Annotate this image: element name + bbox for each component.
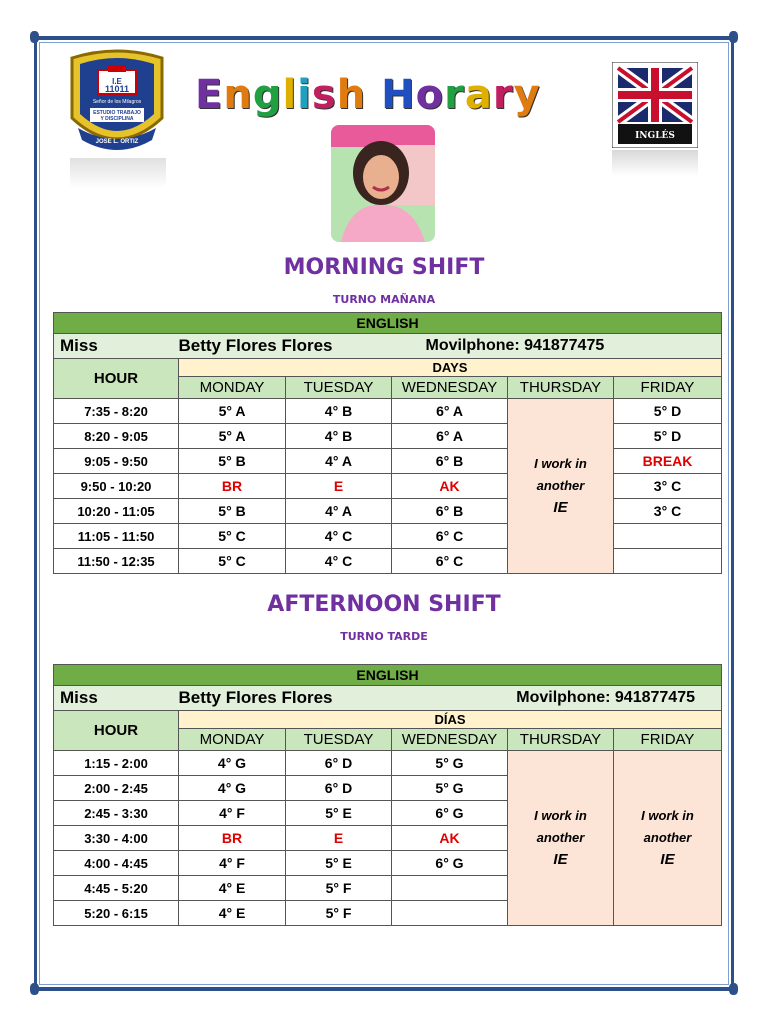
tuesday-cell: 4° B xyxy=(286,424,392,449)
wednesday-cell: 6° G xyxy=(392,801,508,826)
monday-cell: 5° C xyxy=(179,524,286,549)
tuesday-cell: 4° A xyxy=(286,449,392,474)
friday-cell xyxy=(614,549,722,574)
tuesday-cell: 6° D xyxy=(286,751,392,776)
table-row xyxy=(54,524,722,549)
title-letter: h xyxy=(336,72,367,118)
days-header: DAYS xyxy=(179,359,722,377)
thursday-note xyxy=(508,399,614,574)
tuesday-cell: 5° E xyxy=(286,851,392,876)
miss-label: Miss xyxy=(54,686,179,711)
tuesday-cell: 4° B xyxy=(286,399,392,424)
hour-cell: 4:45 - 5:20 xyxy=(54,876,179,901)
day-wednesday: WEDNESDAY xyxy=(392,729,508,751)
wednesday-cell: 6° A xyxy=(392,424,508,449)
break-cell: AK xyxy=(392,474,508,499)
days-header: DÍAS xyxy=(179,711,722,729)
morning-shift-subtitle: TURNO MAÑANA xyxy=(332,293,436,306)
tuesday-cell: 5° F xyxy=(286,901,392,926)
note-line: another xyxy=(536,830,585,845)
monday-cell: 4° G xyxy=(179,776,286,801)
table-row xyxy=(54,474,722,499)
monday-cell: 5° A xyxy=(179,424,286,449)
uk-flag-icon xyxy=(612,62,698,148)
hour-cell: 3:30 - 4:00 xyxy=(54,826,179,851)
day-tuesday: TUESDAY xyxy=(286,377,392,399)
friday-cell: 3° C xyxy=(614,474,722,499)
title-letter: a xyxy=(464,72,493,118)
border-corner-ornament xyxy=(30,31,39,43)
tuesday-cell: 4° C xyxy=(286,549,392,574)
monday-cell: 4° G xyxy=(179,751,286,776)
tuesday-cell: 5° F xyxy=(286,876,392,901)
monday-cell: 5° C xyxy=(179,549,286,574)
hour-cell: 5:20 - 6:15 xyxy=(54,901,179,926)
hour-header: HOUR xyxy=(54,359,179,399)
wednesday-cell: 5° G xyxy=(392,776,508,801)
note-line: I work in xyxy=(641,808,694,823)
teacher-name: Betty Flores Flores xyxy=(179,334,392,359)
day-friday: FRIDAY xyxy=(614,729,722,751)
hour-header: HOUR xyxy=(54,711,179,751)
seal-text-number: 11011 xyxy=(104,84,130,94)
hour-cell: 8:20 - 9:05 xyxy=(54,424,179,449)
table-row xyxy=(54,499,722,524)
subject-header: ENGLISH xyxy=(54,665,722,686)
title-letter: i xyxy=(297,72,312,118)
tuesday-cell: 6° D xyxy=(286,776,392,801)
hour-cell: 11:50 - 12:35 xyxy=(54,549,179,574)
note-line: another xyxy=(536,478,585,493)
hour-cell: 9:05 - 9:50 xyxy=(54,449,179,474)
hour-cell: 1:15 - 2:00 xyxy=(54,751,179,776)
border-corner-ornament xyxy=(729,983,738,995)
day-monday: MONDAY xyxy=(179,729,286,751)
day-tuesday: TUESDAY xyxy=(286,729,392,751)
wednesday-cell: 6° B xyxy=(392,499,508,524)
monday-cell: 4° E xyxy=(179,901,286,926)
table-row xyxy=(54,399,722,424)
day-monday: MONDAY xyxy=(179,377,286,399)
title-letter: n xyxy=(223,72,253,118)
title-letter: r xyxy=(492,72,514,118)
friday-cell: 5° D xyxy=(614,399,722,424)
subject-header: ENGLISH xyxy=(54,313,722,334)
tuesday-cell: 4° A xyxy=(286,499,392,524)
page-title xyxy=(195,72,541,118)
hour-cell: 4:00 - 4:45 xyxy=(54,851,179,876)
monday-cell: 5° A xyxy=(179,399,286,424)
seal-text-name: Señor de los Milagros xyxy=(92,99,142,105)
friday-note xyxy=(614,751,722,926)
friday-cell: 3° C xyxy=(614,499,722,524)
phone-number: Movilphone: 941877475 xyxy=(392,686,722,711)
tuesday-cell: 5° E xyxy=(286,801,392,826)
note-line: another xyxy=(643,830,692,845)
teacher-name: Betty Flores Flores xyxy=(179,686,392,711)
title-letter: o xyxy=(415,72,445,118)
title-letter: r xyxy=(444,72,465,118)
hour-cell: 10:20 - 11:05 xyxy=(54,499,179,524)
flag-caption: INGLÉS xyxy=(635,131,675,141)
afternoon-schedule-table xyxy=(53,664,722,926)
table-row xyxy=(54,751,722,776)
hour-cell: 2:00 - 2:45 xyxy=(54,776,179,801)
hour-cell: 2:45 - 3:30 xyxy=(54,801,179,826)
day-thursday: THURSDAY xyxy=(508,377,614,399)
seal-text-ie: I.E xyxy=(112,77,122,86)
monday-cell: 4° F xyxy=(179,851,286,876)
hour-cell: 9:50 - 10:20 xyxy=(54,474,179,499)
thursday-note xyxy=(508,751,614,926)
note-line: IE xyxy=(553,851,568,868)
day-thursday: THURSDAY xyxy=(508,729,614,751)
wednesday-cell: 6° G xyxy=(392,851,508,876)
note-line: IE xyxy=(660,851,675,868)
seal-text-founder: JOSE L. ORTIZ xyxy=(95,139,139,145)
break-cell: E xyxy=(286,826,392,851)
afternoon-shift-subtitle: TURNO TARDE xyxy=(340,630,428,643)
monday-cell: 5° B xyxy=(179,499,286,524)
flag-reflection xyxy=(612,150,698,176)
note-line: I work in xyxy=(534,456,587,471)
day-wednesday: WEDNESDAY xyxy=(392,377,508,399)
wednesday-cell xyxy=(392,876,508,901)
morning-schedule-table xyxy=(53,312,722,574)
wednesday-cell xyxy=(392,901,508,926)
seal-text-motto2: Y DISCIPLINA xyxy=(100,116,134,122)
break-cell: E xyxy=(286,474,392,499)
school-seal-logo xyxy=(68,48,166,158)
break-cell: BR xyxy=(179,826,286,851)
hour-cell: 11:05 - 11:50 xyxy=(54,524,179,549)
table-row xyxy=(54,424,722,449)
title-letter xyxy=(366,72,381,118)
friday-cell: 5° D xyxy=(614,424,722,449)
title-letter: E xyxy=(195,72,224,118)
friday-cell xyxy=(614,524,722,549)
teacher-photo xyxy=(331,125,435,242)
friday-break-cell: BREAK xyxy=(614,449,722,474)
seal-reflection xyxy=(70,158,166,188)
phone-number: Movilphone: 941877475 xyxy=(392,334,722,359)
wednesday-cell: 6° B xyxy=(392,449,508,474)
morning-shift-title: MORNING SHIFT xyxy=(283,255,485,280)
note-line: I work in xyxy=(534,808,587,823)
title-letter: H xyxy=(381,72,416,118)
table-row xyxy=(54,449,722,474)
note-line: IE xyxy=(553,499,568,516)
table-row xyxy=(54,549,722,574)
afternoon-shift-title: AFTERNOON SHIFT xyxy=(267,592,501,617)
border-corner-ornament xyxy=(729,31,738,43)
miss-label: Miss xyxy=(54,334,179,359)
title-letter: y xyxy=(513,72,541,118)
tuesday-cell: 4° C xyxy=(286,524,392,549)
border-corner-ornament xyxy=(30,983,39,995)
hour-cell: 7:35 - 8:20 xyxy=(54,399,179,424)
monday-cell: 4° E xyxy=(179,876,286,901)
break-cell: BR xyxy=(179,474,286,499)
wednesday-cell: 6° A xyxy=(392,399,508,424)
wednesday-cell: 5° G xyxy=(392,751,508,776)
wednesday-cell: 6° C xyxy=(392,549,508,574)
wednesday-cell: 6° C xyxy=(392,524,508,549)
day-friday: FRIDAY xyxy=(614,377,722,399)
monday-cell: 4° F xyxy=(179,801,286,826)
title-letter: s xyxy=(311,72,337,118)
break-cell: AK xyxy=(392,826,508,851)
monday-cell: 5° B xyxy=(179,449,286,474)
seal-text-motto1: ESTUDIO TRABAJO xyxy=(93,110,141,116)
title-letter: g xyxy=(252,72,283,118)
title-letter: l xyxy=(282,72,298,118)
